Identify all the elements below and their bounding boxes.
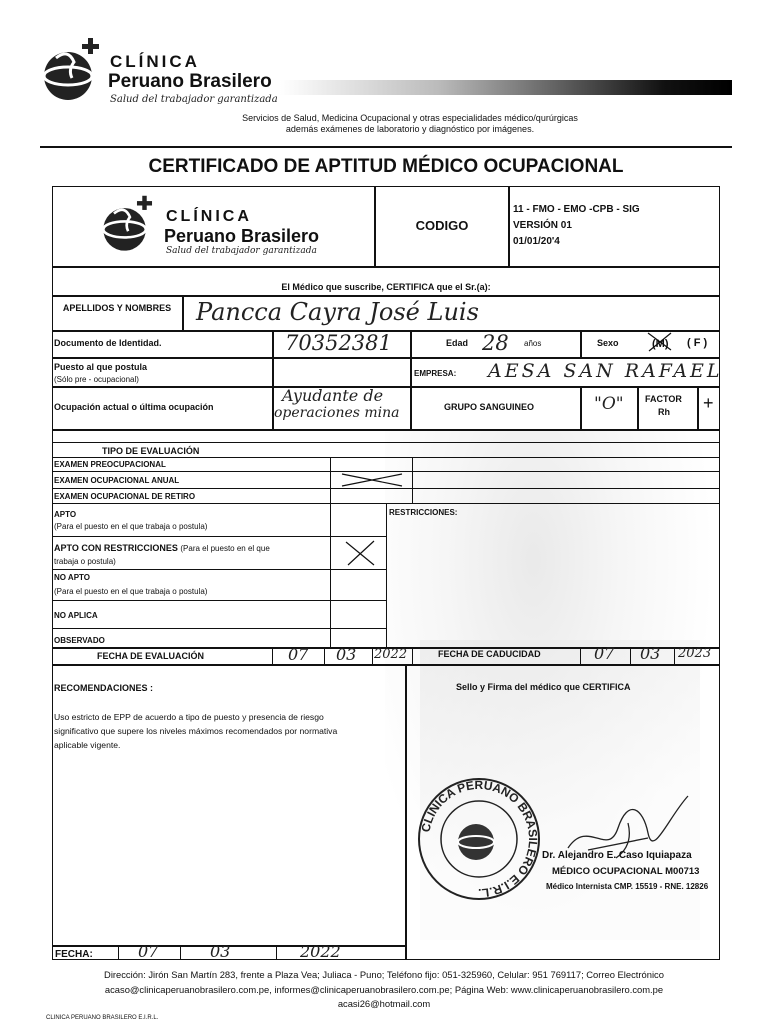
footer-date-day[interactable]: 07 (138, 942, 159, 961)
names-label: APELLIDOS Y NOMBRES (62, 303, 172, 313)
eval-type-retiro: EXAMEN OCUPACIONAL DE RETIRO (54, 492, 196, 501)
recommendations-line1: Uso estricto de EPP de acuerdo a tipo de puesto y presencia de riesgo (54, 712, 324, 722)
clinic-logo-icon (98, 194, 160, 256)
doctor-reg: Médico Internista CMP. 15519 - RNE. 12826 (546, 882, 709, 891)
footer-address-line1: Dirección: Jirón San Martín 283, frente a Plaza Vea; Juliaca - Puno; Teléfono fijo: 051-325960, Celular: 951 769117; Correo Electrónico (104, 969, 664, 980)
id-value[interactable]: 70352381 (285, 331, 392, 355)
signature-label: Sello y Firma del médico que CERTIFICA (456, 682, 631, 692)
evaluation-header: TIPO DE EVALUACIÓN (102, 446, 200, 456)
code-date: 01/01/20'4 (513, 236, 560, 247)
eval-date-label: FECHA DE EVALUACIÓN (97, 651, 205, 661)
apto-sub: (Para el puesto en el que trabaja o postula) (54, 522, 208, 531)
services-line1: Servicios de Salud, Medicina Ocupacional y otras especialidades médico/qurúrgicas (242, 113, 578, 123)
footer-date-month[interactable]: 03 (210, 942, 231, 961)
company-value[interactable]: AESA SAN RAFAEL (488, 360, 723, 382)
footer-date-year[interactable]: 2022 (300, 942, 341, 961)
sex-male-option[interactable]: (M) (652, 338, 669, 350)
brand-tagline: Salud del trabajador garantizada (110, 94, 278, 105)
exp-date-label: FECHA DE CADUCIDAD (438, 649, 541, 659)
header-gradient-bar (280, 80, 732, 95)
sex-female-option[interactable]: ( F ) (687, 337, 708, 349)
eval-date-month[interactable]: 03 (336, 645, 357, 664)
apto-restr-label: APTO CON RESTRICCIONES (54, 543, 178, 553)
occupation-value-2[interactable]: operaciones mina (274, 405, 400, 421)
clinic-logo-icon (38, 36, 108, 106)
exp-date-month[interactable]: 03 (640, 644, 661, 663)
eval-date-day[interactable]: 07 (288, 645, 309, 664)
blood-label: GRUPO SANGUINEO (444, 402, 535, 412)
eval-type-pre: EXAMEN PREOCUPACIONAL (54, 460, 166, 469)
occupation-value-1[interactable]: Ayudante de (282, 386, 384, 405)
blood-value[interactable]: "O" (594, 394, 624, 414)
inner-logo (98, 194, 160, 256)
restrictions-label: RESTRICCIONES: (389, 508, 458, 517)
inner-brand-line1: CLÍNICA (166, 208, 252, 225)
footer-address-line3: acasi26@hotmail.com (337, 998, 431, 1009)
no-apto-label: NO APTO (54, 573, 91, 582)
apto-label: APTO (54, 510, 77, 519)
rh-label-1: FACTOR (645, 394, 682, 404)
eval-date-year[interactable]: 2022 (374, 647, 408, 662)
code-label: CODIGO (415, 218, 469, 233)
position-label: Puesto al que postula (54, 362, 148, 372)
age-label: Edad (446, 338, 469, 348)
occupation-label: Ocupación actual o última ocupación (54, 402, 214, 412)
certifies-text: El Médico que suscribe, CERTIFICA que el Sr.(a): (281, 282, 491, 292)
code-value: 11 - FMO - EMO -CPB - SIG (513, 204, 640, 215)
footer-address-line2: acaso@clinicaperuanobrasilero.com.pe, informes@clinicaperuanobrasilero.com.pe; Página Web: www.clinicaperuanobrasilero.com.pe (104, 984, 664, 995)
clinic-stamp-seal (414, 774, 544, 904)
apto-restr-sub-2: trabaja o postula) (54, 557, 116, 566)
recommendations-label: RECOMENDACIONES : (54, 683, 154, 693)
rh-label-2: Rh (658, 407, 670, 417)
brand-line1: CLÍNICA (110, 52, 200, 71)
exp-date-day[interactable]: 07 (594, 644, 615, 663)
page-title: CERTIFICADO DE APTITUD MÉDICO OCUPACIONAL (148, 156, 624, 177)
names-value[interactable]: Pancca Cayra José Luis (196, 298, 479, 326)
company-label: EMPRESA: (414, 369, 457, 378)
recommendations-line2: significativo que supere los niveles máximos recomendados por normativa (54, 726, 338, 736)
no-aplica-label: NO APLICA (54, 611, 98, 620)
sex-label: Sexo (597, 338, 619, 348)
inner-brand-line2: Peruano Brasilero (164, 226, 320, 246)
eval-type-annual: EXAMEN OCUPACIONAL ANUAL (54, 476, 180, 485)
doctor-title: MÉDICO OCUPACIONAL M00713 (552, 866, 700, 877)
code-version: VERSIÓN 01 (513, 220, 572, 231)
header-logo (38, 36, 108, 106)
rh-value[interactable]: + (703, 393, 714, 413)
recommendations-line3: aplicable vigente. (54, 740, 121, 750)
no-apto-sub: (Para el puesto en el que trabaja o postula) (54, 587, 208, 596)
apto-restr-sub: (Para el puesto en el que (180, 544, 270, 553)
footer-date-label: FECHA: (55, 949, 93, 960)
observado-label: OBSERVADO (54, 636, 105, 645)
age-unit: años (524, 339, 542, 348)
annual-exam-cross (338, 471, 408, 494)
doctor-name: Dr. Alejandro E. Caso Iquiapaza (542, 850, 692, 861)
brand-line2: Peruano Brasilero (108, 71, 272, 92)
id-label: Documento de Identidad. (54, 338, 162, 348)
exp-date-year[interactable]: 2023 (678, 646, 712, 661)
footer-company: CLINICA PERUANO BRASILERO E.I.R.L. (46, 1015, 159, 1021)
age-value[interactable]: 28 (482, 331, 509, 355)
sex-male-cross (645, 330, 675, 359)
stamp-ring-text: CLINICA PERUANO BRASILERO E.I.R.L. (418, 777, 541, 901)
services-line2: además exámenes de laboratorio y diagnóstico por imágenes. (285, 124, 535, 134)
inner-brand-tagline: Salud del trabajador garantizada (166, 246, 317, 256)
position-sub: (Sólo pre - ocupacional) (54, 375, 139, 384)
header-divider (40, 146, 732, 148)
